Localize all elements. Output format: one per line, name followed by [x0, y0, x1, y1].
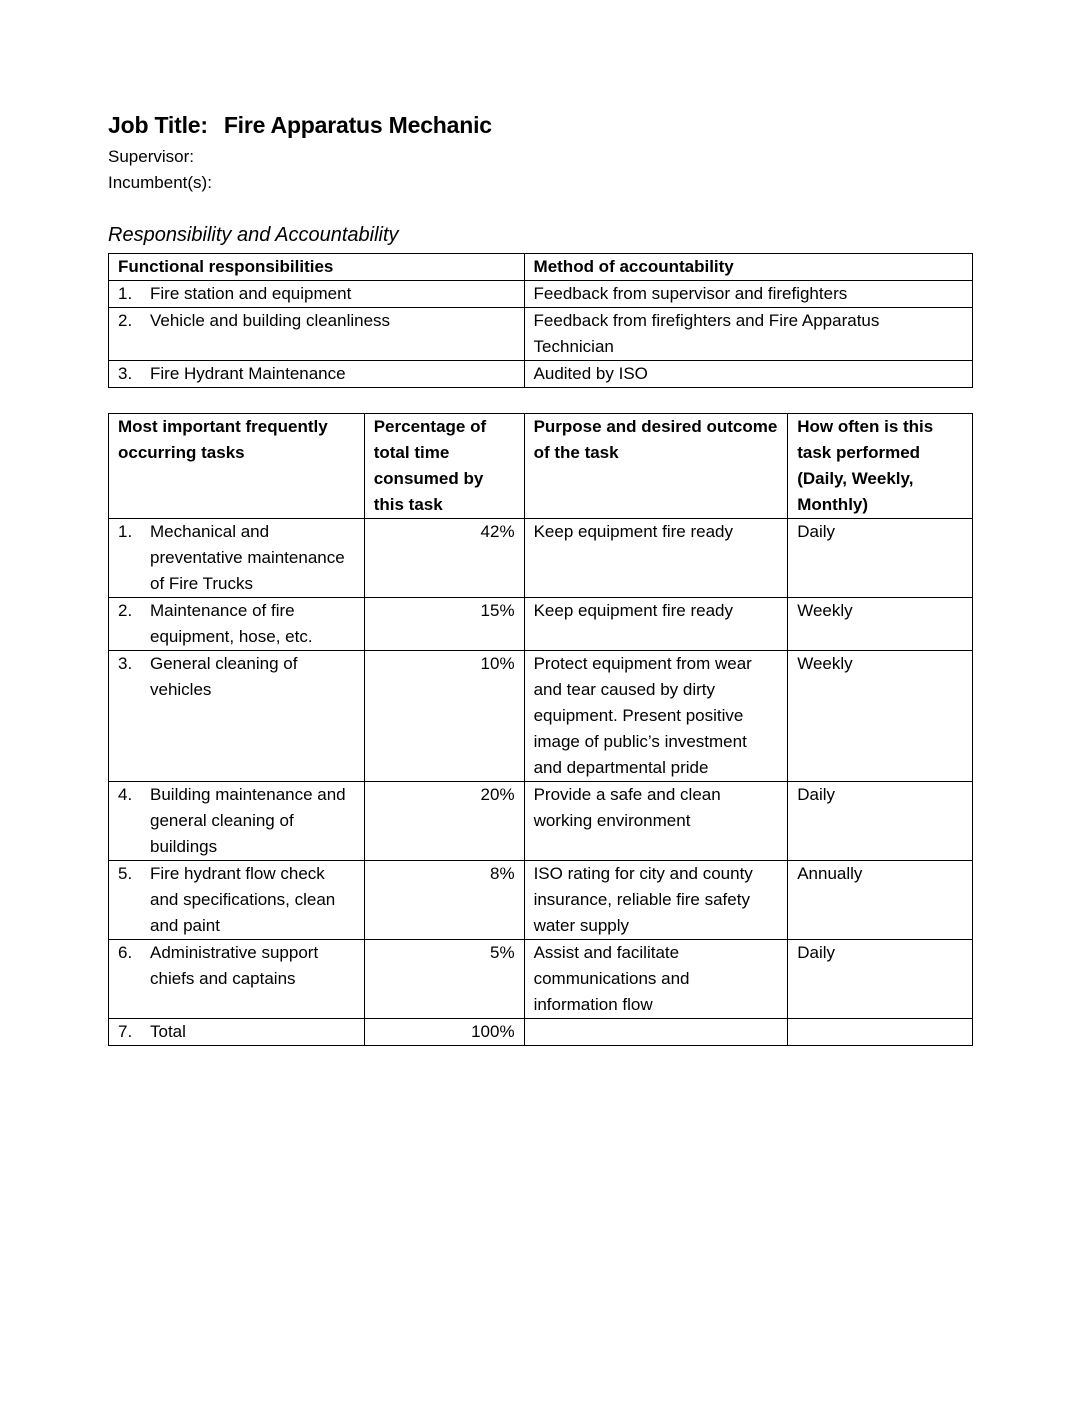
column-header: Percentage of total time consumed by this task	[364, 414, 524, 519]
table-row	[109, 940, 973, 1019]
percent-cell: 20%	[364, 782, 524, 861]
method-cell: Audited by ISO	[524, 361, 972, 388]
frequency-cell: Weekly	[788, 598, 973, 651]
purpose-cell: Keep equipment fire ready	[524, 519, 788, 598]
frequency-cell: Daily	[788, 782, 973, 861]
percent-cell: 8%	[364, 861, 524, 940]
frequency-cell: Daily	[788, 940, 973, 1019]
purpose-cell	[524, 1019, 788, 1046]
supervisor-label: Supervisor:	[108, 147, 194, 166]
responsibility-table	[108, 253, 973, 388]
row-number: 1.	[118, 284, 133, 303]
row-number: 6.	[118, 943, 133, 962]
column-header: Most important frequently occurring tasks	[109, 414, 365, 519]
table-row	[109, 281, 973, 308]
column-header: How often is this task performed (Daily, Weekly, Monthly)	[788, 414, 973, 519]
purpose-cell: Provide a safe and clean working environment	[524, 782, 788, 861]
task-text: Fire hydrant flow check and specifications, clean and paint	[150, 864, 336, 935]
percent-cell: 15%	[364, 598, 524, 651]
job-title	[108, 112, 492, 139]
responsibility-text: Fire Hydrant Maintenance	[150, 364, 346, 383]
table-header-row	[109, 414, 973, 519]
row-number: 4.	[118, 785, 133, 804]
responsibility-cell	[109, 281, 525, 308]
job-title-value: Fire Apparatus Mechanic	[223, 112, 492, 138]
row-number: 3.	[118, 364, 133, 383]
purpose-cell: Keep equipment fire ready	[524, 598, 788, 651]
row-number: 3.	[118, 654, 133, 673]
purpose-cell: ISO rating for city and county insurance, reliable fire safety water supply	[524, 861, 788, 940]
table-header-row	[109, 254, 973, 281]
purpose-cell: Assist and facilitate communications and information flow	[524, 940, 788, 1019]
task-text: General cleaning of vehicles	[150, 654, 298, 699]
purpose-cell: Protect equipment from wear and tear caused by dirty equipment. Present positive image of public’s investment and departmental pride	[524, 651, 788, 782]
row-number: 7.	[118, 1022, 133, 1041]
task-text: Administrative support chiefs and captains	[150, 943, 319, 988]
task-cell	[109, 861, 365, 940]
row-number: 5.	[118, 864, 133, 883]
column-header: Purpose and desired outcome of the task	[524, 414, 788, 519]
frequency-cell: Weekly	[788, 651, 973, 782]
method-cell: Feedback from supervisor and firefighters	[524, 281, 972, 308]
responsibility-cell	[109, 308, 525, 361]
percent-cell: 5%	[364, 940, 524, 1019]
frequency-cell: Daily	[788, 519, 973, 598]
row-number: 2.	[118, 601, 133, 620]
table-row	[109, 782, 973, 861]
incumbent-label: Incumbent(s):	[108, 173, 212, 192]
task-cell	[109, 940, 365, 1019]
table-row	[109, 308, 973, 361]
table-row	[109, 361, 973, 388]
table-row	[109, 861, 973, 940]
task-cell	[109, 651, 365, 782]
row-number: 1.	[118, 522, 133, 541]
task-text: Mechanical and preventative maintenance of Fire Trucks	[150, 522, 345, 593]
task-text: Building maintenance and general cleaning of buildings	[150, 785, 346, 856]
method-cell: Feedback from firefighters and Fire Apparatus Technician	[524, 308, 972, 361]
table-row	[109, 598, 973, 651]
percent-cell: 10%	[364, 651, 524, 782]
column-header: Functional responsibilities	[109, 254, 525, 281]
table-row	[109, 651, 973, 782]
frequency-cell: Annually	[788, 861, 973, 940]
table-row-total	[109, 1019, 973, 1046]
task-cell	[109, 782, 365, 861]
job-title-label: Job Title:	[108, 112, 208, 138]
responsibility-text: Vehicle and building cleanliness	[150, 311, 391, 330]
section-heading: Responsibility and Accountability	[108, 224, 399, 246]
table-row	[109, 519, 973, 598]
percent-cell: 100%	[364, 1019, 524, 1046]
responsibility-text: Fire station and equipment	[150, 284, 352, 303]
tasks-table	[108, 413, 973, 1046]
column-header: Method of accountability	[524, 254, 972, 281]
responsibility-cell	[109, 361, 525, 388]
task-text: Maintenance of fire equipment, hose, etc.	[150, 601, 313, 646]
task-cell	[109, 1019, 365, 1046]
frequency-cell	[788, 1019, 973, 1046]
row-number: 2.	[118, 311, 133, 330]
percent-cell: 42%	[364, 519, 524, 598]
task-text: Total	[150, 1022, 186, 1041]
task-cell	[109, 519, 365, 598]
task-cell	[109, 598, 365, 651]
